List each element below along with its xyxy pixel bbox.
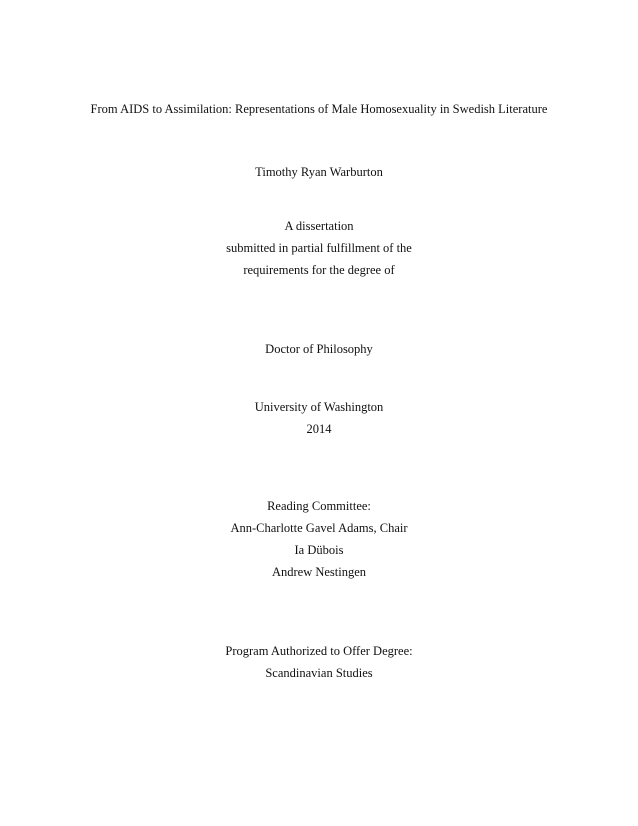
committee-heading: Reading Committee:	[267, 499, 371, 513]
program-name: Scandinavian Studies	[265, 666, 373, 680]
university-name: University of Washington	[254, 400, 384, 414]
author-name: Timothy Ryan Warburton	[255, 165, 383, 179]
statement-line-3: requirements for the degree of	[243, 263, 395, 277]
statement-line-2: submitted in partial fulfillment of the	[226, 241, 412, 255]
committee-member: Ia Dübois	[294, 543, 344, 557]
statement-line-1: A dissertation	[284, 219, 354, 233]
committee-member: Andrew Nestingen	[271, 565, 367, 579]
program-heading: Program Authorized to Offer Degree:	[225, 644, 413, 658]
submission-year: 2014	[306, 422, 332, 436]
dissertation-title: From AIDS to Assimilation: Representations of Male Homosexuality in Swedish Literature	[90, 102, 548, 116]
committee-member-chair: Ann-Charlotte Gavel Adams, Chair	[230, 521, 408, 535]
degree-name: Doctor of Philosophy	[265, 342, 373, 356]
